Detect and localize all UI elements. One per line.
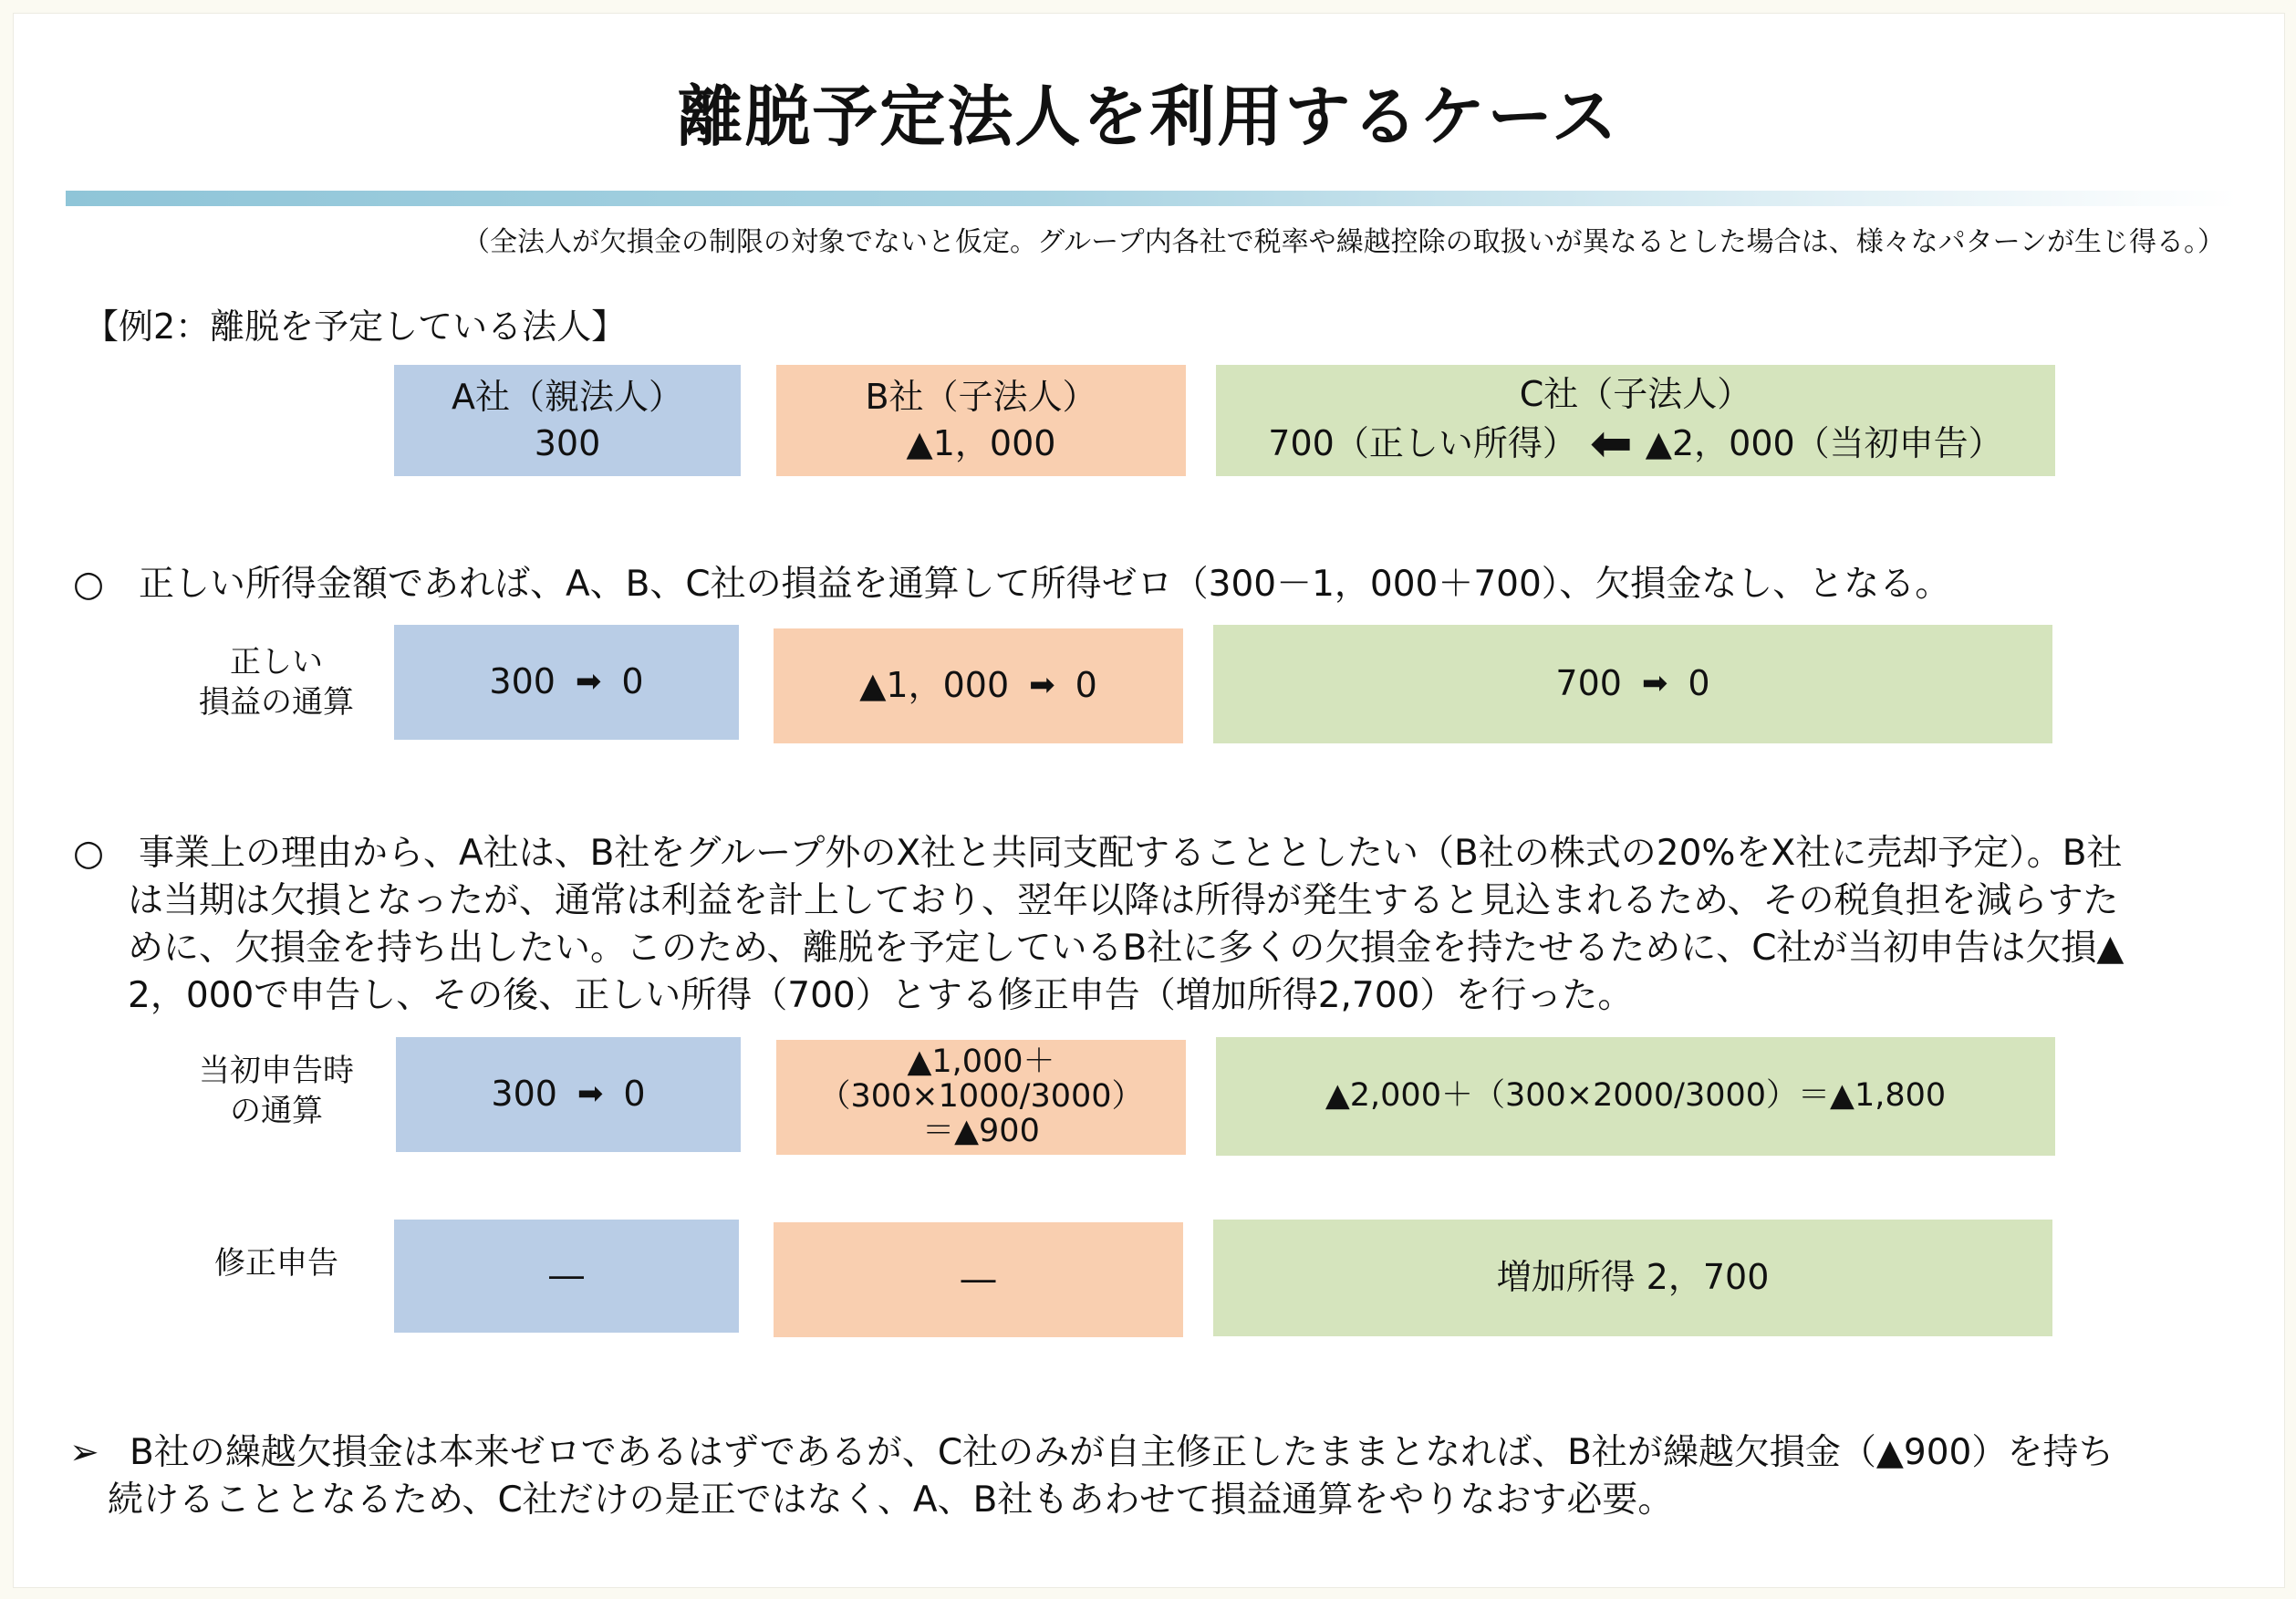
page-title: 離脱予定法人を利用するケース <box>677 78 1619 155</box>
initial-c-box <box>1216 1037 2055 1156</box>
right-arrow-icon: ➡ <box>577 1075 604 1113</box>
amend-a-value: ― <box>549 1255 584 1296</box>
company-a-name: A社（親法人） <box>452 376 683 417</box>
correct-a-box <box>394 625 739 740</box>
correct-c-box <box>1213 625 2052 743</box>
initial-b-box <box>776 1040 1186 1155</box>
amend-row-label: 修正申告 <box>214 1245 338 1282</box>
company-b-value: ▲1，000 <box>906 423 1056 463</box>
company-b-name: B社（子法人） <box>865 376 1097 417</box>
correct-c-to: 0 <box>1688 663 1710 704</box>
amend-b-value: ― <box>961 1259 996 1300</box>
initial-b-line2: （300×1000/3000） <box>818 1078 1144 1116</box>
circle-bullet-icon: ○ <box>73 564 105 605</box>
amend-b-box <box>774 1222 1183 1337</box>
bullet-business-reason-line3: めに、欠損金を持ち出したい。このため、離脱を予定しているB社に多くの欠損金を持たせるために、C社が当初申告は欠損▲ <box>128 928 2125 969</box>
arrowhead-bullet-icon: ➢ <box>69 1432 99 1473</box>
initial-row-label-line1: 当初申告時 <box>199 1053 354 1089</box>
initial-row-label-line2: の通算 <box>230 1093 323 1129</box>
initial-b-line3: ＝▲900 <box>922 1112 1040 1149</box>
initial-a-box <box>396 1037 741 1152</box>
correct-row-label <box>162 642 390 722</box>
correct-a-from: 300 <box>489 661 556 702</box>
right-arrow-icon: ➡ <box>575 663 602 701</box>
circle-bullet-icon: ○ <box>73 833 105 874</box>
correct-b-box <box>774 628 1183 743</box>
right-arrow-icon: ➡ <box>1641 665 1668 702</box>
correct-b-to: 0 <box>1075 665 1097 706</box>
bullet-business-reason-line4: 2，000で申告し、その後、正しい所得（700）とする修正申告（増加所得2,700）を行った。 <box>128 975 1634 1016</box>
company-c-initial: ▲2，000（当初申告） <box>1645 422 2003 463</box>
initial-c-text: ▲2,000＋（300×2000/3000）＝▲1,800 <box>1325 1077 1947 1115</box>
company-c-correct: 700（正しい所得） <box>1268 422 1577 463</box>
conclusion-line1: B社の繰越欠損金は本来ゼロであるはずであるが、C社のみが自主修正したままとなれば、B社が繰越欠損金（▲900）を持ち <box>130 1432 2114 1473</box>
correct-row-label-line2: 損益の通算 <box>199 684 354 721</box>
amend-c-box <box>1213 1220 2052 1336</box>
bullet-business-reason-line2: は当期は欠損となったが、通常は利益を計上しており、翌年以降は所得が発生すると見込まれるため、その税負担を減らすた <box>128 880 2119 921</box>
company-c-name: C社（子法人） <box>1519 374 1752 415</box>
right-arrow-icon: ➡ <box>1029 667 1055 704</box>
initial-row-label <box>162 1051 390 1131</box>
company-c-values <box>1268 413 2003 473</box>
company-c-box <box>1216 365 2055 476</box>
amend-c-value: 増加所得 2，700 <box>1496 1257 1770 1298</box>
conclusion-line2: 続けることとなるため、C社だけの是正ではなく、A、B社もあわせて損益通算をやりなおす必要。 <box>108 1480 1674 1521</box>
amend-a-box <box>394 1220 739 1333</box>
bullet-correct-income-text: 正しい所得金額であれば、A、B、C社の損益を通算して所得ゼロ（300－1，000＋700）、欠損金なし、となる。 <box>139 564 1951 605</box>
initial-b-line1: ▲1,000＋ <box>907 1044 1055 1081</box>
correct-row-label-line1: 正しい <box>230 644 323 680</box>
company-a-value: 300 <box>534 423 601 463</box>
correct-b-from: ▲1，000 <box>859 665 1010 706</box>
title-underline <box>66 191 2237 206</box>
left-arrow-icon: ⬅ <box>1589 413 1633 473</box>
company-b-box <box>776 365 1186 476</box>
initial-a-to: 0 <box>623 1074 646 1115</box>
company-a-box <box>394 365 741 476</box>
example-heading: 【例2：離脱を予定している法人】 <box>84 306 627 347</box>
bullet-business-reason-line1: 事業上の理由から、A社は、B社をグループ外のX社と共同支配することとしたい（B社の株式の20%をX社に売却予定）。B社 <box>139 833 2123 874</box>
assumption-note: （全法人が欠損金の制限の対象でないと仮定。グループ内各社で税率や繰越控除の取扱いが異なるとした場合は、様々なパターンが生じ得る。） <box>462 226 2225 258</box>
correct-c-from: 700 <box>1555 663 1622 704</box>
initial-a-from: 300 <box>491 1074 557 1115</box>
correct-a-to: 0 <box>621 661 644 702</box>
